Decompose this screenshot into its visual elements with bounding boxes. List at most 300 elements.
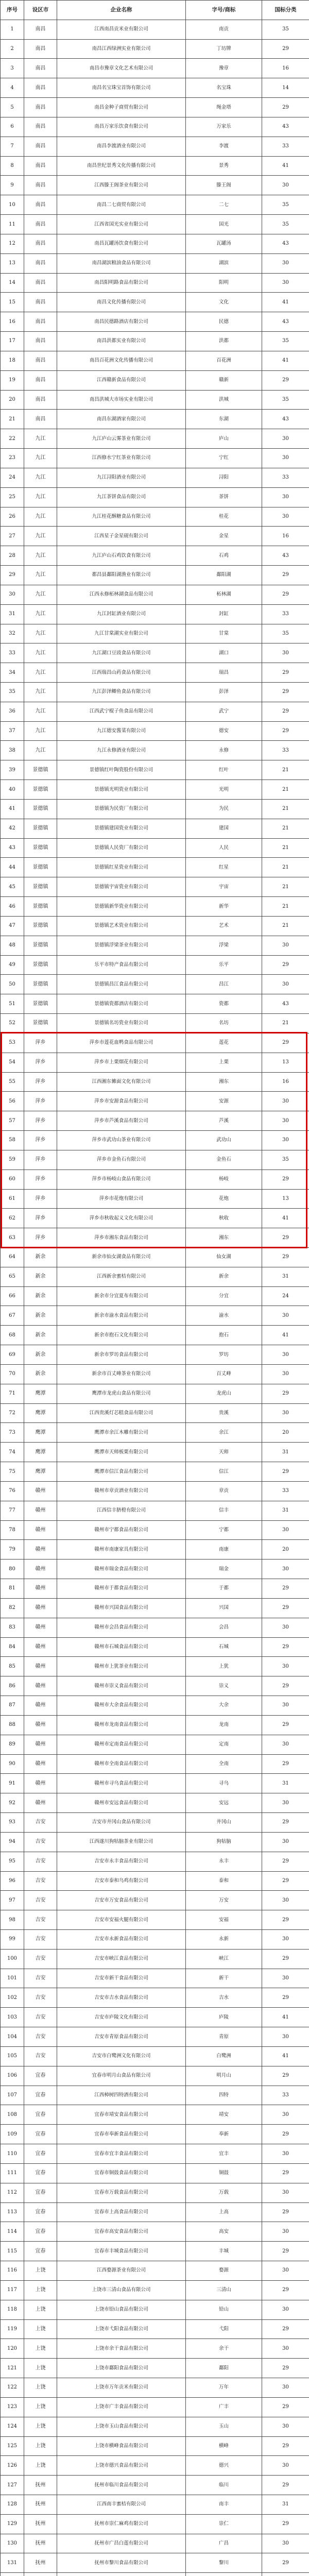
cell-category: 29 (262, 1871, 309, 1891)
cell-city: 吉安 (24, 1813, 57, 1833)
table-row (1, 195, 309, 215)
cell-category: 29 (262, 2359, 309, 2378)
table-row (1, 1286, 309, 1306)
cell-company: 南昌百花洲文化传播有限公司 (57, 351, 186, 370)
cell-index: 55 (1, 1072, 24, 1092)
cell-brand: 上犹 (186, 1657, 262, 1676)
cell-brand: 洪都 (186, 332, 262, 351)
cell-brand: 名宝珠 (186, 78, 262, 98)
cell-city: 宜春 (24, 2144, 57, 2164)
cell-index: 91 (1, 1774, 24, 1793)
cell-category: 35 (262, 20, 309, 39)
table-row (1, 2183, 309, 2202)
cell-company: 南昌瓦罐汤饮食有限公司 (57, 234, 186, 253)
cell-index: 58 (1, 1131, 24, 1150)
table-row (1, 1540, 309, 1560)
cell-city: 赣州 (24, 1618, 57, 1637)
cell-category: 30 (262, 429, 309, 449)
cell-index: 59 (1, 1150, 24, 1170)
cell-category: 33 (262, 1481, 309, 1501)
table-row (1, 1598, 309, 1618)
cell-index: 41 (1, 799, 24, 819)
table-row (1, 1852, 309, 1871)
cell-index: 104 (1, 2027, 24, 2047)
cell-index: 125 (1, 2436, 24, 2456)
cell-category: 41 (262, 2008, 309, 2027)
cell-city: 景德镇 (24, 955, 57, 975)
cell-brand: 章贡 (186, 1481, 262, 1501)
cell-company: 江西赣新食品有限公司 (57, 370, 186, 390)
cell-company: 新余市抱石文化有限公司 (57, 1326, 186, 1345)
cell-brand: 上高 (186, 2202, 262, 2222)
table-row (1, 2534, 309, 2553)
cell-brand: 天师 (186, 1443, 262, 1462)
cell-city: 新余 (24, 1326, 57, 1345)
cell-company: 鹰潭市天师板栗有限公司 (57, 1443, 186, 1462)
cell-category: 30 (262, 643, 309, 663)
cell-index: 93 (1, 1813, 24, 1833)
cell-company: 江西永修柘林湖食品有限公司 (57, 585, 186, 604)
cell-index: 16 (1, 312, 24, 332)
cell-category: 30 (262, 273, 309, 293)
cell-category: 30 (262, 449, 309, 468)
cell-index (1, 2573, 24, 2576)
cell-index: 63 (1, 1228, 24, 1248)
cell-brand: 湖滨 (186, 253, 262, 273)
cell-index: 39 (1, 760, 24, 780)
cell-company: 南昌文化传播有限公司 (57, 293, 186, 312)
table-row (1, 2261, 309, 2281)
cell-city: 九江 (24, 604, 57, 624)
table-row (1, 2105, 309, 2125)
cell-brand: 文化 (186, 293, 262, 312)
cell-index: 14 (1, 273, 24, 293)
cell-index: 35 (1, 682, 24, 702)
cell-index: 46 (1, 897, 24, 917)
cell-index: 123 (1, 2397, 24, 2417)
cell-company: 萍乡市秋收起义文化有限公司 (57, 1209, 186, 1228)
cell-city: 宜春 (24, 2202, 57, 2222)
cell-city: 南昌 (24, 59, 57, 78)
cell-city: 赣州 (24, 1540, 57, 1560)
header-index: 序号 (1, 1, 24, 20)
cell-city: 抚州 (24, 2476, 57, 2495)
cell-category: 30 (262, 176, 309, 195)
cell-company: 九江浔阳酒业有限公司 (57, 468, 186, 487)
cell-index: 33 (1, 643, 24, 663)
cell-brand: 人民 (186, 838, 262, 858)
cell-company: 上饶市鄱阳食品有限公司 (57, 2359, 186, 2378)
table-row (1, 2046, 309, 2066)
cell-city: 吉安 (24, 2027, 57, 2047)
cell-category: 29 (262, 2436, 309, 2456)
cell-brand: 信丰 (186, 1501, 262, 1520)
cell-city: 宜春 (24, 2086, 57, 2105)
table-row (1, 1131, 309, 1150)
cell-brand: 南丰 (186, 2495, 262, 2515)
cell-index: 25 (1, 487, 24, 507)
cell-company: 宜春市宜丰食品有限公司 (57, 2144, 186, 2164)
table-row (1, 2086, 309, 2105)
cell-brand: 信江 (186, 1462, 262, 1482)
cell-brand: 金星 (186, 527, 262, 546)
cell-company: 吉安市新干食品有限公司 (57, 1969, 186, 1988)
cell-city: 吉安 (24, 1949, 57, 1969)
cell-city: 景德镇 (24, 936, 57, 955)
cell-company: 九江茶饼食品有限公司 (57, 487, 186, 507)
cell-brand: 大余 (186, 1696, 262, 1716)
table-row (1, 2163, 309, 2183)
cell-index: 1 (1, 20, 24, 39)
table-row (1, 1969, 309, 1988)
cell-category: 29 (262, 1598, 309, 1618)
cell-company: 九江封缸酒业有限公司 (57, 604, 186, 624)
cell-brand: 洪城 (186, 390, 262, 410)
cell-category: 41 (262, 1209, 309, 1228)
cell-company: 赣州市于都食品有限公司 (57, 1579, 186, 1599)
table-row (1, 78, 309, 98)
cell-company: 景德镇艺术瓷业有限公司 (57, 916, 186, 936)
cell-city: 萍乡 (24, 1092, 57, 1111)
table-row (1, 585, 309, 604)
cell-brand: 婺源 (186, 2261, 262, 2281)
cell-city: 新余 (24, 1248, 57, 1267)
cell-category: 29 (262, 1170, 309, 1189)
table-row (1, 682, 309, 702)
cell-index: 67 (1, 1306, 24, 1326)
cell-category: 29 (262, 2163, 309, 2183)
table-row (1, 487, 309, 507)
cell-index: 101 (1, 1969, 24, 1988)
cell-company: 景德镇新华瓷业有限公司 (57, 897, 186, 917)
cell-index: 45 (1, 877, 24, 897)
cell-city: 上饶 (24, 2300, 57, 2319)
cell-category: 29 (262, 585, 309, 604)
cell-company: 萍乡市金鱼石有限公司 (57, 1150, 186, 1170)
table-row (1, 2397, 309, 2417)
cell-brand: 建国 (186, 819, 262, 838)
cell-city: 景德镇 (24, 877, 57, 897)
cell-brand: 二七 (186, 195, 262, 215)
cell-brand: 铅山 (186, 2300, 262, 2319)
cell-company: 吉安市白鹭洲文化有限公司 (57, 2046, 186, 2066)
cell-company: 南昌金种子商贸有限公司 (57, 98, 186, 117)
cell-city: 新余 (24, 1267, 57, 1286)
cell-city: 九江 (24, 566, 57, 585)
cell-brand: 安福 (186, 1910, 262, 1930)
cell-brand: 瑞金 (186, 1560, 262, 1579)
cell-company: 南昌湖滨粮油食品有限公司 (57, 253, 186, 273)
cell-category: 29 (262, 1910, 309, 1930)
cell-index: 6 (1, 117, 24, 137)
cell-company: 都昌县鄱阳湖渔业有限公司 (57, 566, 186, 585)
cell-category: 29 (262, 1813, 309, 1833)
cell-company: 抚州市广昌白莲有限公司 (57, 2534, 186, 2553)
cell-company: 新余市仙女湖食品有限公司 (57, 1248, 186, 1267)
cell-brand (186, 2573, 262, 2576)
cell-company: 景德镇名坊瓷业有限公司 (57, 1014, 186, 1033)
cell-company: 萍乡市湘东食品有限公司 (57, 1228, 186, 1248)
cell-company: 吉安市峡江食品有限公司 (57, 1949, 186, 1969)
cell-city: 南昌 (24, 351, 57, 370)
cell-brand: 李渡 (186, 137, 262, 156)
table-row (1, 2202, 309, 2222)
cell-brand: 新华 (186, 897, 262, 917)
cell-category: 33 (262, 741, 309, 760)
cell-city: 萍乡 (24, 1228, 57, 1248)
cell-city: 萍乡 (24, 1189, 57, 1209)
cell-index: 82 (1, 1598, 24, 1618)
cell-city: 鹰潭 (24, 1443, 57, 1462)
cell-category: 33 (262, 468, 309, 487)
cell-category: 16 (262, 59, 309, 78)
cell-city: 鹰潭 (24, 1384, 57, 1403)
cell-index: 80 (1, 1560, 24, 1579)
cell-city: 九江 (24, 468, 57, 487)
cell-city (24, 2573, 57, 2576)
cell-index: 18 (1, 351, 24, 370)
cell-city: 抚州 (24, 2495, 57, 2515)
cell-brand: 铜鼓 (186, 2163, 262, 2183)
cell-brand: 阳明 (186, 273, 262, 293)
cell-brand: 浔阳 (186, 468, 262, 487)
table-row (1, 566, 309, 585)
cell-city: 新余 (24, 1364, 57, 1384)
cell-city: 上饶 (24, 2339, 57, 2359)
cell-category: 14 (262, 78, 309, 98)
cell-company: 景德镇人民瓷厂有限公司 (57, 838, 186, 858)
cell-category: 29 (262, 2476, 309, 2495)
cell-brand: 于都 (186, 1579, 262, 1599)
table-row (1, 1150, 309, 1170)
cell-company: 萍乡市芦溪食品有限公司 (57, 1111, 186, 1131)
table-row (1, 2066, 309, 2086)
cell-index: 124 (1, 2417, 24, 2436)
cell-city: 景德镇 (24, 916, 57, 936)
table-row (1, 780, 309, 800)
cell-index: 111 (1, 2163, 24, 2183)
table-body (1, 20, 309, 2576)
cell-category: 30 (262, 2222, 309, 2242)
cell-category: 33 (262, 2086, 309, 2105)
cell-index: 37 (1, 721, 24, 741)
cell-brand: 景秀 (186, 156, 262, 176)
table-row (1, 721, 309, 741)
table-row (1, 1364, 309, 1384)
cell-city: 吉安 (24, 1852, 57, 1871)
cell-city: 九江 (24, 507, 57, 527)
cell-category: 41 (262, 1326, 309, 1345)
cell-brand: 明月山 (186, 2066, 262, 2086)
cell-category: 30 (262, 1696, 309, 1716)
cell-category: 33 (262, 137, 309, 156)
table-row (1, 1209, 309, 1228)
table-row (1, 916, 309, 936)
table-row (1, 1267, 309, 1286)
cell-index: 100 (1, 1949, 24, 1969)
cell-city: 萍乡 (24, 1150, 57, 1170)
cell-company: 宜春市铜鼓食品有限公司 (57, 2163, 186, 2183)
cell-index: 71 (1, 1384, 24, 1403)
cell-index: 97 (1, 1891, 24, 1910)
cell-brand: 南贡 (186, 20, 262, 39)
table-row (1, 2280, 309, 2300)
cell-brand: 兴国 (186, 1598, 262, 1618)
cell-brand: 永修 (186, 741, 262, 760)
cell-company: 江西星子金星砚有限公司 (57, 527, 186, 546)
cell-company: 江西新余蜜桔有限公司 (57, 1267, 186, 1286)
table-row (1, 955, 309, 975)
cell-brand: 万载 (186, 2183, 262, 2202)
cell-brand: 峡江 (186, 1949, 262, 1969)
table-row (1, 663, 309, 683)
cell-category: 21 (262, 819, 309, 838)
table-row (1, 1929, 309, 1949)
cell-brand: 永丰 (186, 1852, 262, 1871)
cell-category: 30 (262, 1735, 309, 1754)
cell-brand: 贵溪 (186, 1403, 262, 1423)
table-row (1, 2008, 309, 2027)
cell-brand: 湘东 (186, 1072, 262, 1092)
cell-city: 九江 (24, 546, 57, 566)
cell-category: 29 (262, 566, 309, 585)
cell-brand: 湘东 (186, 1228, 262, 1248)
cell-category: 43 (262, 546, 309, 566)
cell-company: 上饶市德兴食品有限公司 (57, 2456, 186, 2476)
table-row (1, 1871, 309, 1891)
cell-index: 29 (1, 566, 24, 585)
table-row (1, 507, 309, 527)
cell-category: 30 (262, 2417, 309, 2436)
cell-category: 43 (262, 410, 309, 429)
cell-city: 南昌 (24, 332, 57, 351)
cell-company: 赣州市宁都食品有限公司 (57, 1520, 186, 1540)
cell-index: 79 (1, 1540, 24, 1560)
cell-index: 129 (1, 2514, 24, 2534)
cell-company: 南昌万家乐饮食有限公司 (57, 117, 186, 137)
cell-city: 上饶 (24, 2261, 57, 2281)
cell-brand: 赣新 (186, 370, 262, 390)
table-row (1, 1774, 309, 1793)
table-row (1, 546, 309, 566)
cell-company: 景德镇昌江食品有限公司 (57, 975, 186, 994)
cell-city: 赣州 (24, 1715, 57, 1735)
cell-city: 萍乡 (24, 1209, 57, 1228)
cell-company: 九江湖口豆豉食品有限公司 (57, 643, 186, 663)
table-row (1, 799, 309, 819)
cell-brand: 井冈山 (186, 1813, 262, 1833)
cell-city: 九江 (24, 487, 57, 507)
cell-index: 121 (1, 2359, 24, 2378)
cell-company: 赣州市寻乌食品有限公司 (57, 1774, 186, 1793)
cell-company: 乐平市特产食品有限公司 (57, 955, 186, 975)
table-row (1, 741, 309, 760)
cell-category: 35 (262, 195, 309, 215)
cell-company: 上饶市三清山食品有限公司 (57, 2280, 186, 2300)
cell-city: 宜春 (24, 2163, 57, 2183)
cell-city: 赣州 (24, 1481, 57, 1501)
table-row (1, 838, 309, 858)
cell-city: 南昌 (24, 98, 57, 117)
cell-city: 宜春 (24, 2066, 57, 2086)
cell-brand: 玉山 (186, 2417, 262, 2436)
table-row (1, 351, 309, 370)
cell-index: 13 (1, 253, 24, 273)
cell-city: 上饶 (24, 2280, 57, 2300)
table-row (1, 1423, 309, 1443)
cell-brand: 茶饼 (186, 487, 262, 507)
cell-index: 109 (1, 2125, 24, 2144)
cell-brand: 南康 (186, 1540, 262, 1560)
cell-city: 赣州 (24, 1501, 57, 1520)
cell-city: 吉安 (24, 2008, 57, 2027)
cell-city: 九江 (24, 682, 57, 702)
cell-category: 29 (262, 1462, 309, 1482)
cell-index: 42 (1, 819, 24, 838)
table-row (1, 1189, 309, 1209)
cell-company: 江西信丰脐橙有限公司 (57, 1501, 186, 1520)
cell-brand: 抱石 (186, 1326, 262, 1345)
cell-company: 吉安市安福火腿有限公司 (57, 1910, 186, 1930)
cell-city: 景德镇 (24, 760, 57, 780)
cell-city: 上饶 (24, 2319, 57, 2339)
cell-company: 九江庐山石鸡饮食有限公司 (57, 546, 186, 566)
cell-brand: 奉新 (186, 2125, 262, 2144)
cell-index: 10 (1, 195, 24, 215)
cell-brand: 德安 (186, 721, 262, 741)
cell-company: 南昌李渡酒业有限公司 (57, 137, 186, 156)
table-row (1, 643, 309, 663)
cell-brand: 吉水 (186, 1988, 262, 2008)
cell-index: 118 (1, 2300, 24, 2319)
cell-category: 30 (262, 1891, 309, 1910)
cell-brand: 全南 (186, 1754, 262, 1774)
cell-brand: 彭泽 (186, 682, 262, 702)
table-row (1, 2300, 309, 2319)
cell-company: 抚州市黎川食品有限公司 (57, 2553, 186, 2573)
cell-index: 49 (1, 955, 24, 975)
cell-city: 九江 (24, 527, 57, 546)
cell-index: 61 (1, 1189, 24, 1209)
cell-index: 119 (1, 2319, 24, 2339)
cell-category: 29 (262, 2397, 309, 2417)
cell-category: 30 (262, 253, 309, 273)
cell-category: 30 (262, 1618, 309, 1637)
cell-brand: 高安 (186, 2222, 262, 2242)
cell-category: 41 (262, 156, 309, 176)
cell-index: 4 (1, 78, 24, 98)
table-row (1, 1813, 309, 1833)
cell-city: 赣州 (24, 1735, 57, 1754)
cell-index: 12 (1, 234, 24, 253)
table-row (1, 1696, 309, 1716)
header-city: 设区市 (24, 1, 57, 20)
cell-city: 景德镇 (24, 975, 57, 994)
cell-brand: 红星 (186, 858, 262, 877)
cell-category: 29 (262, 2319, 309, 2339)
cell-company: 鹰潭市龙虎山食品有限公司 (57, 1384, 186, 1403)
cell-index: 34 (1, 663, 24, 683)
cell-company: 新余市罗坊食品有限公司 (57, 1345, 186, 1365)
cell-city: 赣州 (24, 1754, 57, 1774)
cell-category: 13 (262, 1053, 309, 1072)
cell-brand: 国光 (186, 215, 262, 234)
cell-index: 131 (1, 2553, 24, 2573)
cell-index: 40 (1, 780, 24, 800)
cell-index: 102 (1, 1988, 24, 2008)
cell-category: 35 (262, 1150, 309, 1170)
table-row (1, 819, 309, 838)
